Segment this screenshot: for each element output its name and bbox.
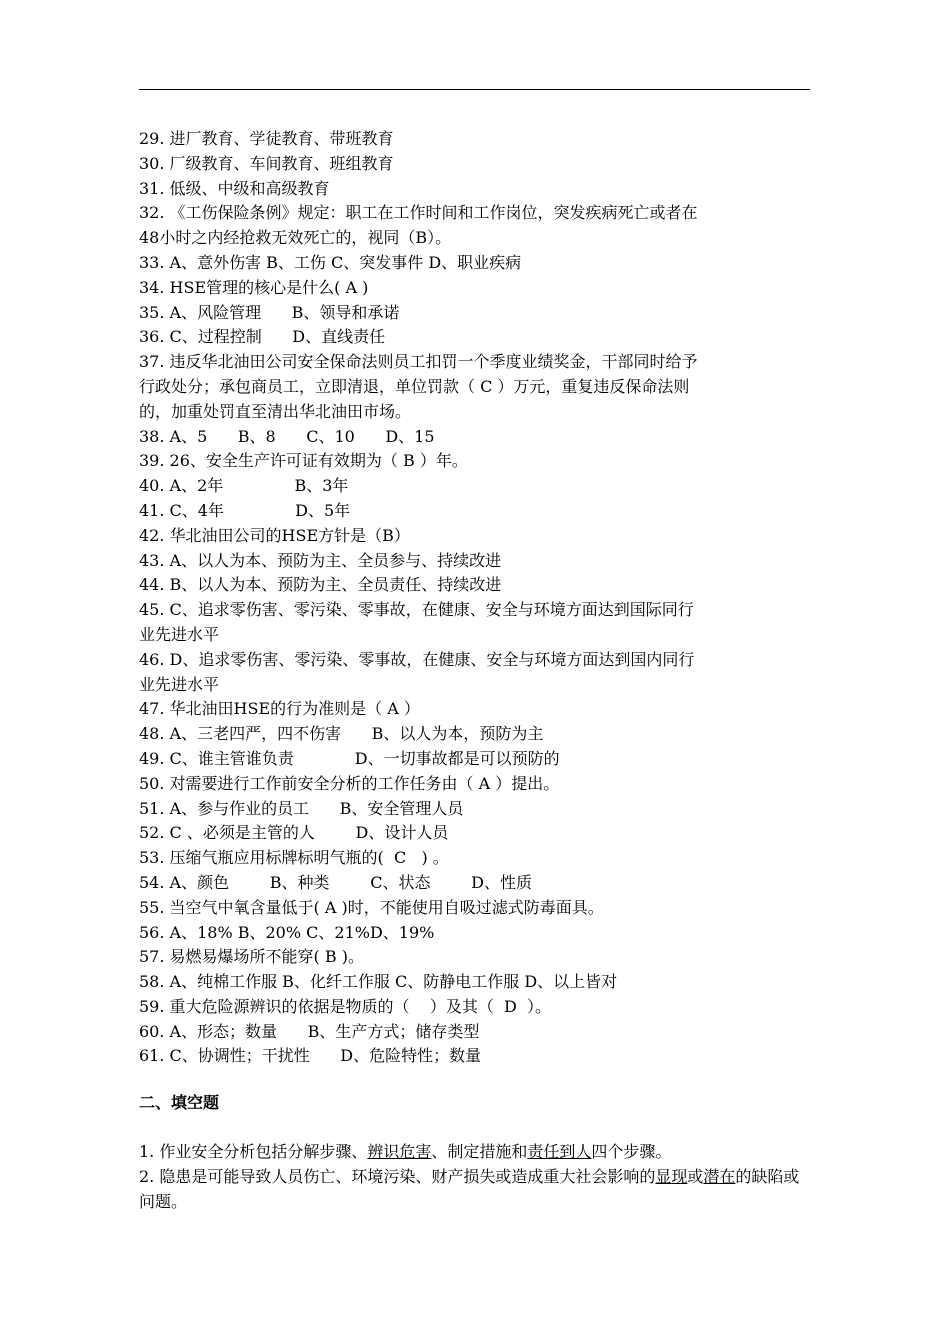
question-line: 47. 华北油田HSE的行为准则是（ A ） — [139, 699, 420, 719]
question-line: 30. 厂级教育、车间教育、班组教育 — [139, 153, 394, 173]
question-line: 31. 低级、中级和高级教育 — [139, 178, 330, 198]
question-line: 49. C、谁主管谁负责 D、一切事故都是可以预防的 — [139, 748, 560, 768]
question-line: 40. A、2年 B、3年 — [139, 476, 349, 496]
question-line: 34. HSE管理的核心是什么( A ) — [139, 277, 369, 297]
question-line: 60. A、形态；数量 B、生产方式；储存类型 — [139, 1021, 480, 1041]
question-line: 43. A、以人为本、预防为主、全员参与、持续改进 — [139, 550, 502, 570]
question-line: 52. C 、必须是主管的人 D、设计人员 — [139, 823, 449, 843]
fill-item-text: 或 — [687, 1166, 704, 1186]
fill-item-text: 、制定措施和 — [431, 1142, 528, 1162]
fill-item-text: 2. 隐患是可能导致人员伤亡、环境污染、财产损失或造成重大社会影响的 — [139, 1166, 656, 1186]
question-line: 33. A、意外伤害 B、工伤 C、突发事件 D、职业疾病 — [139, 252, 522, 272]
question-line: 50. 对需要进行工作前安全分析的工作任务由（ A ）提出。 — [139, 773, 560, 793]
question-line: 57. 易燃易爆场所不能穿( B )。 — [139, 947, 364, 967]
question-line: 58. A、纯棉工作服 B、化纤工作服 C、防静电工作服 D、以上皆对 — [139, 972, 618, 992]
question-line: 41. C、4年 D、5年 — [139, 500, 351, 520]
question-line: 54. A、颜色 B、种类 C、状态 D、性质 — [139, 872, 532, 892]
fill-answer: 辨识危害 — [367, 1142, 432, 1162]
question-line: 56. A、18% B、20% C、21%D、19% — [139, 922, 435, 942]
question-list — [139, 127, 811, 1069]
question-line: 39. 26、安全生产许可证有效期为（ B ）年。 — [139, 451, 468, 471]
question-line: 36. C、过程控制 D、直线责任 — [139, 327, 386, 347]
fill-in-list — [139, 1140, 811, 1214]
question-line: 45. C、追求零伤害、零污染、零事故，在健康、安全与环境方面达到国际同行 — [139, 600, 694, 620]
question-line: 44. B、以人为本、预防为主、全员责任、持续改进 — [139, 575, 502, 595]
section-heading: 二、填空题 — [139, 1093, 220, 1113]
question-line: 32. 《工伤保险条例》规定：职工在工作时间和工作岗位，突发疾病死亡或者在 — [139, 203, 698, 223]
question-line: 业先进水平 — [139, 674, 220, 694]
question-line: 61. C、协调性；干扰性 D、危险特性；数量 — [139, 1046, 482, 1066]
question-line: 55. 当空气中氧含量低于( A )时，不能使用自吸过滤式防毒面具。 — [139, 897, 604, 917]
question-line: 38. A、5 B、8 C、10 D、15 — [139, 426, 435, 446]
question-line: 29. 进厂教育、学徒教育、带班教育 — [139, 129, 394, 148]
document-body — [139, 127, 811, 1214]
question-line: 行政处分；承包商员工，立即清退，单位罚款（ C ）万元，重复违反保命法则 — [139, 376, 690, 396]
question-line: 42. 华北油田公司的HSE方针是（B） — [139, 525, 410, 545]
question-line: 46. D、追求零伤害、零污染、零事故，在健康、安全与环境方面达到国内同行 — [139, 649, 695, 669]
fill-answer: 责任到人 — [527, 1142, 592, 1162]
fill-answer: 显现 — [655, 1166, 688, 1186]
fill-item-text: 的缺陷或问题。 — [139, 1166, 800, 1211]
fill-answer: 潜在 — [703, 1166, 736, 1186]
question-line: 35. A、风险管理 B、领导和承诺 — [139, 302, 400, 322]
question-line: 51. A、参与作业的员工 B、安全管理人员 — [139, 798, 464, 818]
question-line: 53. 压缩气瓶应用标牌标明气瓶的( C ) 。 — [139, 848, 449, 868]
question-line: 业先进水平 — [139, 624, 220, 644]
header-rule — [139, 89, 810, 90]
question-line: 37. 违反华北油田公司安全保命法则员工扣罚一个季度业绩奖金，干部同时给予 — [139, 352, 698, 372]
fill-item-1 — [139, 1140, 811, 1165]
fill-item-2 — [139, 1165, 811, 1215]
question-line: 的，加重处罚直至清出华北油田市场。 — [139, 401, 412, 421]
fill-item-text: 1. 作业安全分析包括分解步骤、 — [139, 1142, 368, 1162]
question-line: 59. 重大危险源辨识的依据是物质的（ ）及其（ D ）。 — [139, 996, 552, 1016]
question-line: 48小时之内经抢救无效死亡的，视同（B）。 — [139, 228, 452, 248]
fill-item-text: 四个步骤。 — [591, 1142, 672, 1162]
question-line: 48. A、三老四严，四不伤害 B、以人为本，预防为主 — [139, 724, 544, 744]
